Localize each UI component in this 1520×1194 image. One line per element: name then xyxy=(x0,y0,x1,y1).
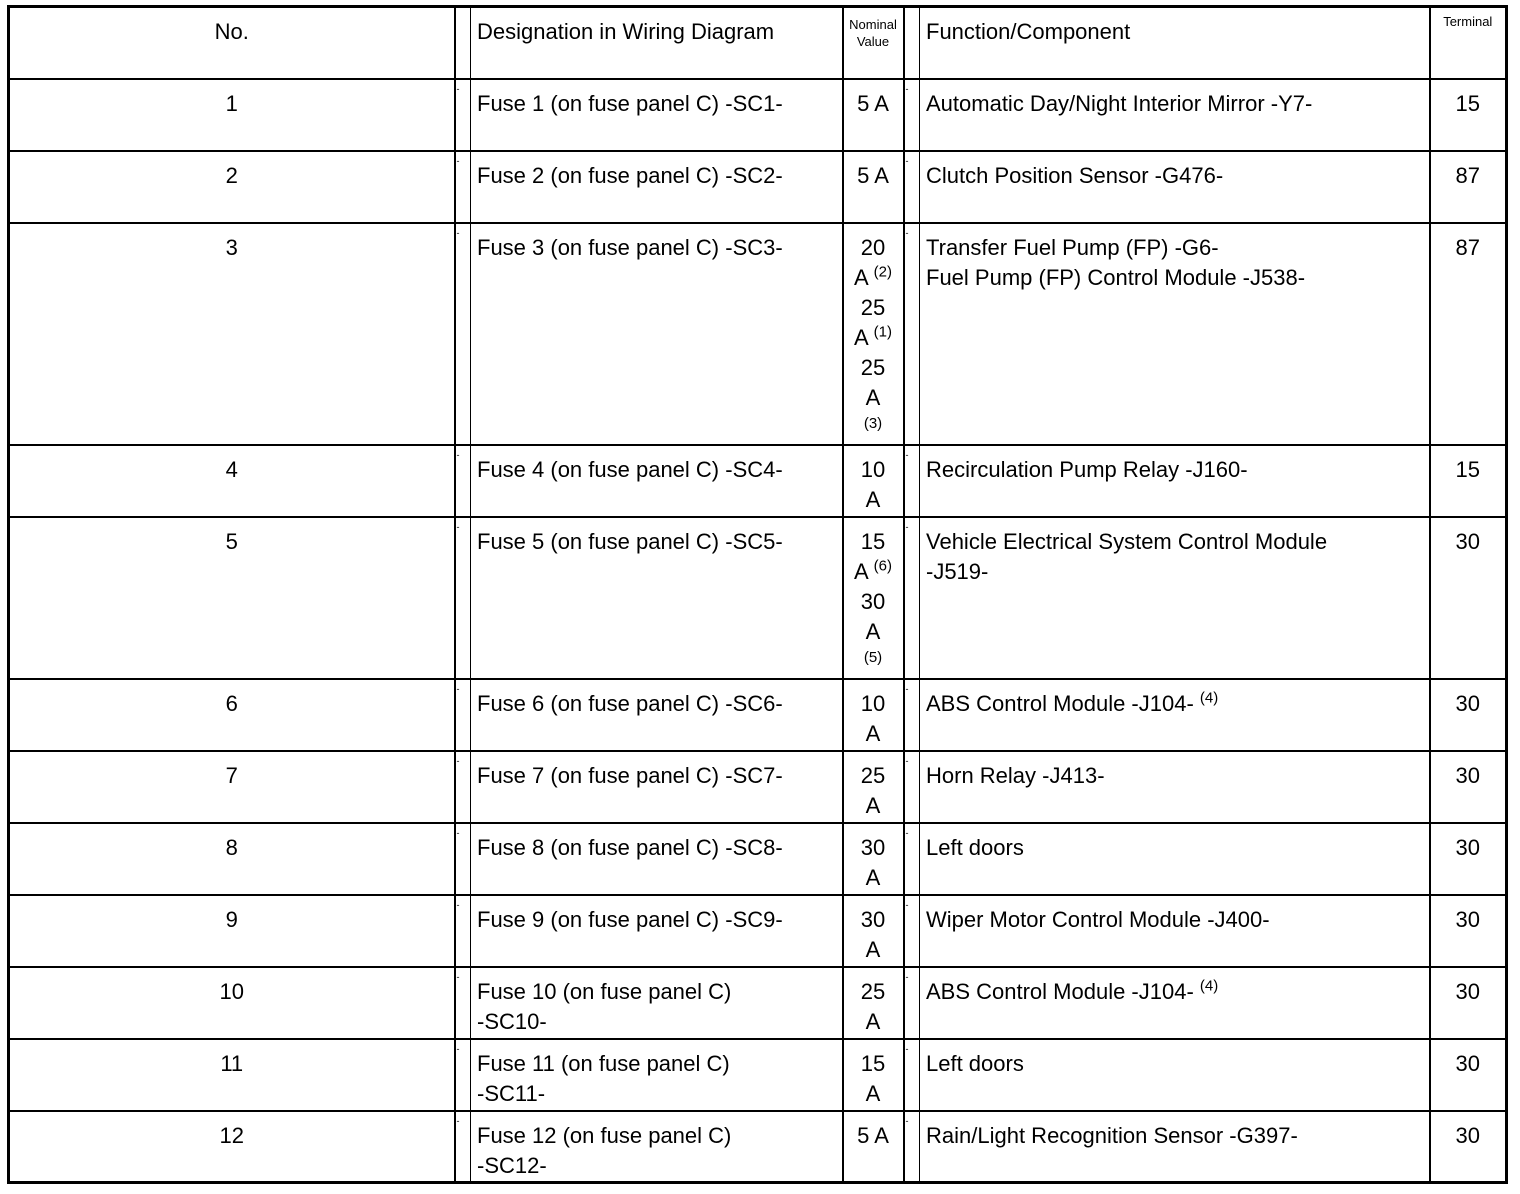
row-nominal-value xyxy=(843,1039,904,1111)
value-unit: A xyxy=(865,792,881,818)
row-designation: Fuse 8 (on fuse panel C) -SC8- xyxy=(471,823,843,895)
tick-mark: - xyxy=(904,823,920,895)
table-row xyxy=(9,517,1507,679)
row-no: 8 xyxy=(9,823,455,895)
tick-mark: - xyxy=(455,679,471,751)
value-unit: A xyxy=(865,1008,881,1034)
table-row xyxy=(9,151,1507,223)
tick-mark: - xyxy=(904,445,920,517)
row-function: Left doors xyxy=(920,823,1430,895)
function-line: Transfer Fuel Pump (FP) -G6- xyxy=(926,234,1219,260)
value-number: 25 xyxy=(860,354,886,380)
row-nominal-value xyxy=(843,445,904,517)
value-number: 15 xyxy=(860,528,886,554)
row-function xyxy=(920,223,1430,445)
value-number: 25 xyxy=(860,978,886,1004)
row-no: 7 xyxy=(9,751,455,823)
footnote-ref: (4) xyxy=(1199,977,1219,995)
tick-mark: - xyxy=(455,79,471,151)
function-line: -J519- xyxy=(926,558,989,584)
row-no: 3 xyxy=(9,223,455,445)
header-nominal-value: Nominal Value xyxy=(843,7,904,79)
row-terminal: 30 xyxy=(1430,1039,1507,1111)
tick-mark: - xyxy=(904,223,920,445)
table-row xyxy=(9,1039,1507,1111)
row-no: 10 xyxy=(9,967,455,1039)
row-function: Left doors xyxy=(920,1039,1430,1111)
tick-mark: - xyxy=(904,1111,920,1183)
tick-mark: - xyxy=(904,79,920,151)
tick-mark: - xyxy=(455,517,471,679)
tick-mark: - xyxy=(455,895,471,967)
row-terminal: 15 xyxy=(1430,79,1507,151)
tick-mark: - xyxy=(904,751,920,823)
value-number: 30 xyxy=(860,834,886,860)
row-designation: Fuse 6 (on fuse panel C) -SC6- xyxy=(471,679,843,751)
tick-mark xyxy=(904,7,920,79)
row-terminal: 30 xyxy=(1430,751,1507,823)
value-number: 10 xyxy=(860,456,886,482)
row-nominal-value xyxy=(843,751,904,823)
row-terminal: 30 xyxy=(1430,517,1507,679)
header-no: No. xyxy=(9,7,455,79)
function-text: ABS Control Module -J104- xyxy=(926,978,1194,1004)
footnote-ref: (4) xyxy=(1199,689,1219,707)
header-function: Function/Component xyxy=(920,7,1430,79)
row-terminal: 30 xyxy=(1430,895,1507,967)
value-unit: A xyxy=(854,324,868,350)
row-no: 2 xyxy=(9,151,455,223)
tick-mark: - xyxy=(455,223,471,445)
row-designation: Fuse 1 (on fuse panel C) -SC1- xyxy=(471,79,843,151)
value-unit: A xyxy=(865,1080,881,1106)
row-terminal: 30 xyxy=(1430,967,1507,1039)
row-function xyxy=(920,967,1430,1039)
designation-line: Fuse 12 (on fuse panel C) xyxy=(477,1122,732,1148)
function-text: ABS Control Module -J104- xyxy=(926,690,1194,716)
designation-line: Fuse 11 (on fuse panel C) xyxy=(477,1050,730,1076)
function-line: Vehicle Electrical System Control Module xyxy=(926,528,1328,554)
value-number: 10 xyxy=(860,690,886,716)
value-number: 25 xyxy=(860,762,886,788)
tick-mark: - xyxy=(904,967,920,1039)
row-designation xyxy=(471,1039,843,1111)
value-unit: A xyxy=(854,558,868,584)
row-designation xyxy=(471,1111,843,1183)
designation-line: -SC12- xyxy=(477,1152,547,1178)
row-terminal: 30 xyxy=(1430,1111,1507,1183)
row-designation xyxy=(471,967,843,1039)
tick-mark: - xyxy=(455,967,471,1039)
table-row xyxy=(9,1111,1507,1183)
row-nominal-value xyxy=(843,517,904,679)
row-nominal-value: 5 A xyxy=(843,79,904,151)
value-unit: A xyxy=(854,264,868,290)
row-nominal-value xyxy=(843,967,904,1039)
table-row xyxy=(9,823,1507,895)
footnote-ref: (2) xyxy=(873,263,892,281)
row-nominal-value xyxy=(843,223,904,445)
tick-mark: - xyxy=(904,895,920,967)
tick-mark: - xyxy=(904,517,920,679)
row-designation: Fuse 9 (on fuse panel C) -SC9- xyxy=(471,895,843,967)
tick-mark: - xyxy=(455,1039,471,1111)
tick-mark: - xyxy=(455,1111,471,1183)
value-number: 30 xyxy=(860,588,886,614)
row-terminal: 30 xyxy=(1430,679,1507,751)
value-unit: A xyxy=(865,618,881,644)
value-number: 30 xyxy=(860,906,886,932)
row-function: Horn Relay -J413- xyxy=(920,751,1430,823)
table-row xyxy=(9,967,1507,1039)
row-designation: Fuse 4 (on fuse panel C) -SC4- xyxy=(471,445,843,517)
value-unit: A xyxy=(865,720,881,746)
row-terminal: 15 xyxy=(1430,445,1507,517)
tick-mark: - xyxy=(455,151,471,223)
row-no: 4 xyxy=(9,445,455,517)
row-terminal: 87 xyxy=(1430,151,1507,223)
row-designation: Fuse 7 (on fuse panel C) -SC7- xyxy=(471,751,843,823)
tick-mark: - xyxy=(904,1039,920,1111)
row-nominal-value: 5 A xyxy=(843,1111,904,1183)
function-line: Fuel Pump (FP) Control Module -J538- xyxy=(926,264,1306,290)
row-no: 5 xyxy=(9,517,455,679)
value-unit: A xyxy=(865,384,881,410)
designation-line: Fuse 10 (on fuse panel C) xyxy=(477,978,732,1004)
row-nominal-value: 5 A xyxy=(843,151,904,223)
value-number: 25 xyxy=(860,294,886,320)
row-no: 9 xyxy=(9,895,455,967)
footnote-ref: (6) xyxy=(873,557,892,575)
tick-mark xyxy=(455,7,471,79)
tick-mark: - xyxy=(904,151,920,223)
row-no: 11 xyxy=(9,1039,455,1111)
header-row xyxy=(9,7,1507,79)
header-terminal: Terminal xyxy=(1430,7,1507,79)
row-no: 6 xyxy=(9,679,455,751)
row-function: Rain/Light Recognition Sensor -G397- xyxy=(920,1111,1430,1183)
designation-line: -SC11- xyxy=(477,1080,546,1106)
row-designation: Fuse 2 (on fuse panel C) -SC2- xyxy=(471,151,843,223)
row-function: Automatic Day/Night Interior Mirror -Y7- xyxy=(920,79,1430,151)
value-unit: A xyxy=(865,486,881,512)
header-designation: Designation in Wiring Diagram xyxy=(471,7,843,79)
table-row xyxy=(9,445,1507,517)
row-nominal-value xyxy=(843,679,904,751)
row-function: Recirculation Pump Relay -J160- xyxy=(920,445,1430,517)
tick-mark: - xyxy=(455,445,471,517)
fuse-table xyxy=(7,5,1508,1184)
row-designation: Fuse 3 (on fuse panel C) -SC3- xyxy=(471,223,843,445)
row-no: 12 xyxy=(9,1111,455,1183)
value-unit: A xyxy=(865,864,881,890)
value-number: 15 xyxy=(860,1050,886,1076)
value-number: 20 xyxy=(860,234,886,260)
row-terminal: 87 xyxy=(1430,223,1507,445)
row-nominal-value xyxy=(843,823,904,895)
row-function xyxy=(920,517,1430,679)
footnote-ref: (3) xyxy=(863,414,883,432)
row-no: 1 xyxy=(9,79,455,151)
row-nominal-value xyxy=(843,895,904,967)
tick-mark: - xyxy=(904,679,920,751)
tick-mark: - xyxy=(455,823,471,895)
table-row xyxy=(9,679,1507,751)
row-function xyxy=(920,679,1430,751)
table-row xyxy=(9,79,1507,151)
value-unit: A xyxy=(865,936,881,962)
table-row xyxy=(9,895,1507,967)
row-terminal: 30 xyxy=(1430,823,1507,895)
row-designation: Fuse 5 (on fuse panel C) -SC5- xyxy=(471,517,843,679)
footnote-ref: (1) xyxy=(873,323,892,341)
table-row xyxy=(9,751,1507,823)
designation-line: -SC10- xyxy=(477,1008,547,1034)
table-row xyxy=(9,223,1507,445)
tick-mark: - xyxy=(455,751,471,823)
footnote-ref: (5) xyxy=(863,648,883,666)
row-function: Wiper Motor Control Module -J400- xyxy=(920,895,1430,967)
row-function: Clutch Position Sensor -G476- xyxy=(920,151,1430,223)
